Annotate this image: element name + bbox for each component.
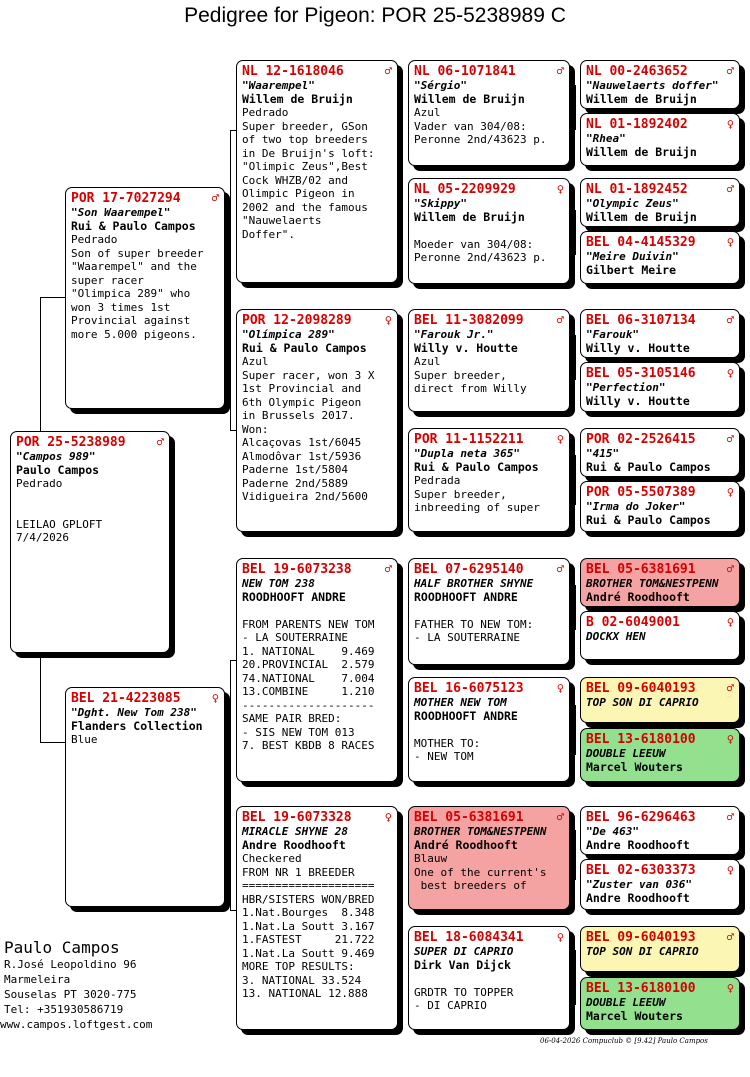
pigeon-owner: Rui & Paulo Campos bbox=[414, 459, 539, 474]
breeder-postcode: Souselas PT 3020-775 bbox=[4, 988, 137, 1001]
female-icon: ♀ bbox=[726, 732, 734, 746]
pigeon-card-sire[interactable] bbox=[65, 187, 225, 409]
male-icon: ♂ bbox=[726, 681, 734, 695]
pigeon-owner: Gilbert Meire bbox=[586, 262, 677, 277]
pigeon-card-dam[interactable] bbox=[65, 687, 225, 907]
connector bbox=[40, 297, 41, 433]
pigeon-name: "Farouk" bbox=[586, 328, 639, 341]
ring-number: BEL 04-4145329 bbox=[586, 235, 696, 250]
pigeon-card-sdd[interactable] bbox=[408, 428, 570, 532]
connector bbox=[402, 600, 403, 715]
pigeon-name: NEW TOM 238 bbox=[242, 577, 315, 590]
pigeon-owner: Flanders Collection bbox=[71, 718, 203, 733]
pigeon-name: BROTHER TOM&NESTPENN bbox=[414, 825, 547, 838]
ring-number: BEL 16-6075123 bbox=[414, 681, 524, 696]
pigeon-card-g7[interactable] bbox=[580, 428, 740, 477]
pigeon-card-g6[interactable] bbox=[580, 362, 740, 412]
pigeon-owner: André Roodhooft bbox=[414, 837, 518, 852]
female-icon: ♀ bbox=[726, 117, 734, 131]
pigeon-name: TOP SON DI CAPRIO bbox=[586, 945, 699, 958]
pigeon-card-g8[interactable] bbox=[580, 481, 740, 532]
pigeon-card-g13[interactable] bbox=[580, 806, 740, 855]
connector bbox=[575, 210, 576, 255]
ring-number: BEL 05-6381691 bbox=[414, 810, 524, 825]
pigeon-details: Azul Super racer, won 3 X 1st Provincial and 6th Olympic Pigeon in Brussels 2017. Won: Alcaçovas 1st/6045 Almodôvar 1st/5936 Paderne 1st/5804 Paderne 2nd/5889 Vidigueira 2nd/5600 bbox=[242, 355, 375, 503]
male-icon: ♂ bbox=[726, 562, 734, 576]
pigeon-name: MIRACLE SHYNE 28 bbox=[242, 825, 348, 838]
pigeon-name: SUPER DI CAPRIO bbox=[414, 945, 514, 958]
connector bbox=[575, 950, 576, 1005]
pigeon-card-dsd[interactable] bbox=[408, 677, 570, 782]
pigeon-card-g15[interactable] bbox=[580, 926, 740, 972]
pigeon-owner: Marcel Wouters bbox=[586, 759, 683, 774]
pigeon-card-dds[interactable] bbox=[408, 806, 570, 910]
male-icon: ♂ bbox=[726, 810, 734, 824]
ring-number: NL 12-1618046 bbox=[242, 64, 344, 79]
male-icon: ♂ bbox=[211, 191, 219, 205]
connector bbox=[402, 100, 403, 220]
male-icon: ♂ bbox=[384, 562, 392, 576]
connector bbox=[402, 845, 403, 965]
connector bbox=[575, 705, 576, 755]
pigeon-card-ds[interactable] bbox=[236, 558, 398, 782]
female-icon: ♀ bbox=[726, 863, 734, 877]
male-icon: ♂ bbox=[156, 435, 164, 449]
ring-number: BEL 11-3082099 bbox=[414, 313, 524, 328]
ring-number: BEL 05-6381691 bbox=[586, 562, 696, 577]
page-title: Pedigree for Pigeon: POR 25-5238989 C bbox=[184, 4, 566, 27]
pigeon-details: Blue bbox=[71, 733, 98, 746]
pigeon-card-g2[interactable] bbox=[580, 113, 740, 166]
pigeon-name: "Olímpica 289" bbox=[242, 328, 335, 341]
ring-number: BEL 21-4223085 bbox=[71, 691, 181, 706]
pigeon-card-sds[interactable] bbox=[408, 309, 570, 412]
male-icon: ♂ bbox=[726, 432, 734, 446]
pigeon-name: "Perfection" bbox=[586, 381, 666, 394]
ring-number: BEL 09-6040193 bbox=[586, 681, 696, 696]
female-icon: ♀ bbox=[726, 366, 734, 380]
ring-number: NL 00-2463652 bbox=[586, 64, 688, 79]
pigeon-name: "Sérgio" bbox=[414, 79, 467, 92]
ring-number: POR 05-5507389 bbox=[586, 485, 696, 500]
pigeon-details: MOTHER TO: - NEW TOM bbox=[414, 736, 481, 763]
pigeon-details: Pedrado LEILAO GPLOFT 7/4/2026 bbox=[16, 477, 103, 544]
pigeon-owner: Rui & Paulo Campos bbox=[586, 459, 711, 474]
pigeon-owner: Willy v. Houtte bbox=[586, 340, 690, 355]
pigeon-details: Azul Vader van 304/08: Peronne 2nd/43623 p. bbox=[414, 106, 547, 146]
pigeon-card-g9[interactable] bbox=[580, 558, 740, 607]
ring-number: POR 02-2526415 bbox=[586, 432, 696, 447]
ring-number: NL 06-1071841 bbox=[414, 64, 516, 79]
female-icon: ♀ bbox=[556, 432, 564, 446]
pigeon-details: Blauw One of the current's best breeders of bbox=[414, 852, 547, 892]
pigeon-card-sd[interactable] bbox=[236, 309, 398, 532]
male-icon: ♂ bbox=[726, 313, 734, 327]
pigeon-card-g3[interactable] bbox=[580, 178, 740, 227]
connector bbox=[40, 655, 41, 743]
male-icon: ♂ bbox=[384, 64, 392, 78]
ring-number: POR 17-7027294 bbox=[71, 191, 181, 206]
ring-number: NL 01-1892452 bbox=[586, 182, 688, 197]
pigeon-card-dss[interactable] bbox=[408, 558, 570, 665]
pigeon-card-g12[interactable] bbox=[580, 728, 740, 782]
connector bbox=[575, 335, 576, 380]
pigeon-card-ssd[interactable] bbox=[408, 178, 570, 284]
connector bbox=[230, 660, 231, 910]
female-icon: ♀ bbox=[556, 681, 564, 695]
breeder-address: R.José Leopoldino 96 bbox=[4, 958, 137, 971]
female-icon: ♀ bbox=[556, 930, 564, 944]
breeder-name: Paulo Campos bbox=[4, 938, 120, 957]
pigeon-card-ss[interactable] bbox=[236, 60, 398, 283]
pigeon-details: Checkered FROM NR 1 BREEDER ==================== HBR/SISTERS WON/BRED 1.Nat.Bourges 8.348 1.Nat.La Soutt 3.167 1.FASTEST 21.722 1.Nat.La Soutt 9.469 MORE TOP RESULTS: 3. NATIONAL 33.524 13. NATIONAL 12.888 bbox=[242, 852, 375, 1000]
pigeon-name: "Meire Duivin" bbox=[586, 250, 679, 263]
ring-number: B 02-6049001 bbox=[586, 615, 680, 630]
connector bbox=[575, 830, 576, 880]
ring-number: POR 12-2098289 bbox=[242, 313, 352, 328]
pigeon-name: HALF BROTHER SHYNE bbox=[414, 577, 534, 590]
male-icon: ♂ bbox=[726, 64, 734, 78]
connector bbox=[230, 130, 231, 430]
female-icon: ♀ bbox=[384, 810, 392, 824]
pigeon-name: "Campos 989" bbox=[16, 450, 96, 463]
pigeon-details: Moeder van 304/08: Peronne 2nd/43623 p. bbox=[414, 237, 547, 264]
breeder-info bbox=[0, 938, 153, 1032]
pigeon-name: "Farouk Jr." bbox=[414, 328, 494, 341]
pigeon-details: FROM PARENTS NEW TOM - LA SOUTERRAINE 1. NATIONAL 9.469 20.PROVINCIAL 2.579 74.NATIONAL 7.004 13.COMBINE 1.210 -------------------- SAME PAIR BRED: - SIS NEW TOM 013 7. BEST KBDB 8 RACES bbox=[242, 617, 375, 752]
pigeon-owner: Willem de Bruijn bbox=[414, 91, 525, 106]
pigeon-owner: Andre Roodhooft bbox=[242, 837, 346, 852]
pigeon-card-ddd[interactable] bbox=[408, 926, 570, 1030]
pigeon-card-sss[interactable] bbox=[408, 60, 570, 166]
male-icon: ♂ bbox=[726, 930, 734, 944]
pigeon-owner: ROODHOOFT ANDRE bbox=[414, 589, 518, 604]
connector bbox=[575, 585, 576, 630]
pigeon-name: "Dght. New Tom 238" bbox=[71, 706, 197, 719]
pigeon-owner: Willem de Bruijn bbox=[586, 91, 697, 106]
ring-number: BEL 07-6295140 bbox=[414, 562, 524, 577]
ring-number: BEL 19-6073238 bbox=[242, 562, 352, 577]
ring-number: BEL 96-6296463 bbox=[586, 810, 696, 825]
ring-number: BEL 13-6180100 bbox=[586, 981, 696, 996]
pigeon-card-g4[interactable] bbox=[580, 231, 740, 284]
ring-number: BEL 05-3105146 bbox=[586, 366, 696, 381]
pigeon-owner: Rui & Paulo Campos bbox=[71, 218, 196, 233]
pigeon-details: Pedrado Super breeder, GSon of two top breeders in De Bruijn's loft: "Olimpic Zeus",Best Cock WHZB/02 and Olimpic Pigeon in 2002 and the famous "Nauwelaerts Doffer". bbox=[242, 106, 375, 241]
ring-number: BEL 18-6084341 bbox=[414, 930, 524, 945]
male-icon: ♂ bbox=[556, 313, 564, 327]
pigeon-name: "Olympic Zeus" bbox=[586, 197, 679, 210]
pigeon-name: "Irma do Joker" bbox=[586, 500, 686, 513]
pigeon-name: DOUBLE LEEUW bbox=[586, 996, 666, 1009]
pigeon-details: Pedrada Super breeder, inbreeding of super bbox=[414, 474, 540, 514]
pigeon-name: TOP SON DI CAPRIO bbox=[586, 696, 699, 709]
female-icon: ♀ bbox=[211, 691, 219, 705]
female-icon: ♀ bbox=[726, 485, 734, 499]
pigeon-owner: ROODHOOFT ANDRE bbox=[414, 708, 518, 723]
ring-number: POR 25-5238989 bbox=[16, 435, 126, 450]
pigeon-owner: Willem de Bruijn bbox=[242, 91, 353, 106]
male-icon: ♂ bbox=[556, 810, 564, 824]
ring-number: BEL 06-3107134 bbox=[586, 313, 696, 328]
pigeon-name: "415" bbox=[586, 447, 620, 460]
pigeon-details: Pedrado Son of super breeder "Waarempel" and the super racer "Olimpica 289" who won 3 times 1st Provincial against more 5.000 pigeons. bbox=[71, 233, 204, 341]
pigeon-owner: André Roodhooft bbox=[586, 589, 690, 604]
female-icon: ♀ bbox=[726, 235, 734, 249]
connector bbox=[40, 297, 65, 298]
pigeon-card-g5[interactable] bbox=[580, 309, 740, 358]
pigeon-card-subject[interactable] bbox=[10, 431, 170, 653]
pigeon-owner: Andre Roodhooft bbox=[586, 837, 690, 852]
pigeon-name: "De 463" bbox=[586, 825, 639, 838]
connector bbox=[402, 350, 403, 470]
pigeon-name: "Waarempel" bbox=[242, 79, 315, 92]
breeder-town: Marmeleira bbox=[4, 973, 71, 986]
pigeon-card-g14[interactable] bbox=[580, 859, 740, 910]
ring-number: BEL 13-6180100 bbox=[586, 732, 696, 747]
pigeon-details: GRDTR TO TOPPER - DI CAPRIO bbox=[414, 985, 514, 1012]
pigeon-name: DOUBLE LEEUW bbox=[586, 747, 666, 760]
ring-number: BEL 02-6303373 bbox=[586, 863, 696, 878]
ring-number: BEL 19-6073328 bbox=[242, 810, 352, 825]
male-icon: ♂ bbox=[556, 562, 564, 576]
ring-number: BEL 09-6040193 bbox=[586, 930, 696, 945]
connector bbox=[40, 742, 65, 743]
breeder-phone: Tel: +351930586719 bbox=[4, 1003, 124, 1016]
pigeon-owner: Paulo Campos bbox=[16, 462, 100, 477]
pigeon-owner: Rui & Paulo Campos bbox=[242, 340, 367, 355]
female-icon: ♀ bbox=[726, 615, 734, 629]
female-icon: ♀ bbox=[726, 981, 734, 995]
breeder-website: www.campos.loftgest.com bbox=[0, 1018, 153, 1031]
pigeon-card-g11[interactable] bbox=[580, 677, 740, 723]
ring-number: POR 11-1152211 bbox=[414, 432, 524, 447]
pigeon-owner: Willem de Bruijn bbox=[586, 209, 697, 224]
ring-number: NL 01-1892402 bbox=[586, 117, 688, 132]
pigeon-name: "Nauwelaerts doffer" bbox=[586, 79, 719, 92]
male-icon: ♂ bbox=[556, 64, 564, 78]
pigeon-owner: ROODHOOFT ANDRE bbox=[242, 589, 346, 604]
pigeon-owner: Rui & Paulo Campos bbox=[586, 512, 711, 527]
pigeon-owner: Willy v. Houtte bbox=[414, 340, 518, 355]
female-icon: ♀ bbox=[384, 313, 392, 327]
pigeon-card-g1[interactable] bbox=[580, 60, 740, 109]
pigeon-name: "Zuster van 036" bbox=[586, 878, 692, 891]
pigeon-name: "Son Waarempel" bbox=[71, 206, 171, 219]
pigeon-owner: Willem de Bruijn bbox=[586, 144, 697, 159]
pigeon-name: "Dupla neta 365" bbox=[414, 447, 520, 460]
pigeon-owner: Marcel Wouters bbox=[586, 1008, 683, 1023]
connector bbox=[575, 85, 576, 130]
pigeon-card-dd[interactable] bbox=[236, 806, 398, 1030]
pigeon-card-g16[interactable] bbox=[580, 977, 740, 1030]
pigeon-name: BROTHER TOM&NESTPENN bbox=[586, 577, 719, 590]
pigeon-details: Azul Super breeder, direct from Willy bbox=[414, 355, 527, 395]
pigeon-name: DOCKX HEN bbox=[586, 630, 646, 643]
pigeon-owner: Dirk Van Dijck bbox=[414, 957, 511, 972]
female-icon: ♀ bbox=[556, 182, 564, 196]
pigeon-details: FATHER TO NEW TOM: - LA SOUTERRAINE bbox=[414, 617, 534, 644]
pigeon-card-g10[interactable] bbox=[580, 611, 740, 660]
pigeon-name: MOTHER NEW TOM bbox=[414, 696, 507, 709]
footer-credit: 06-04-2026 Compuclub © [9.42] Paulo Campos bbox=[540, 1037, 708, 1045]
pigeon-name: "Rhea" bbox=[586, 132, 626, 145]
ring-number: NL 05-2209929 bbox=[414, 182, 516, 197]
pigeon-owner: Willem de Bruijn bbox=[414, 209, 525, 224]
pigeon-owner: Andre Roodhooft bbox=[586, 890, 690, 905]
pigeon-name: "Skippy" bbox=[414, 197, 467, 210]
connector bbox=[575, 455, 576, 505]
pigeon-owner: Willy v. Houtte bbox=[586, 393, 690, 408]
male-icon: ♂ bbox=[726, 182, 734, 196]
